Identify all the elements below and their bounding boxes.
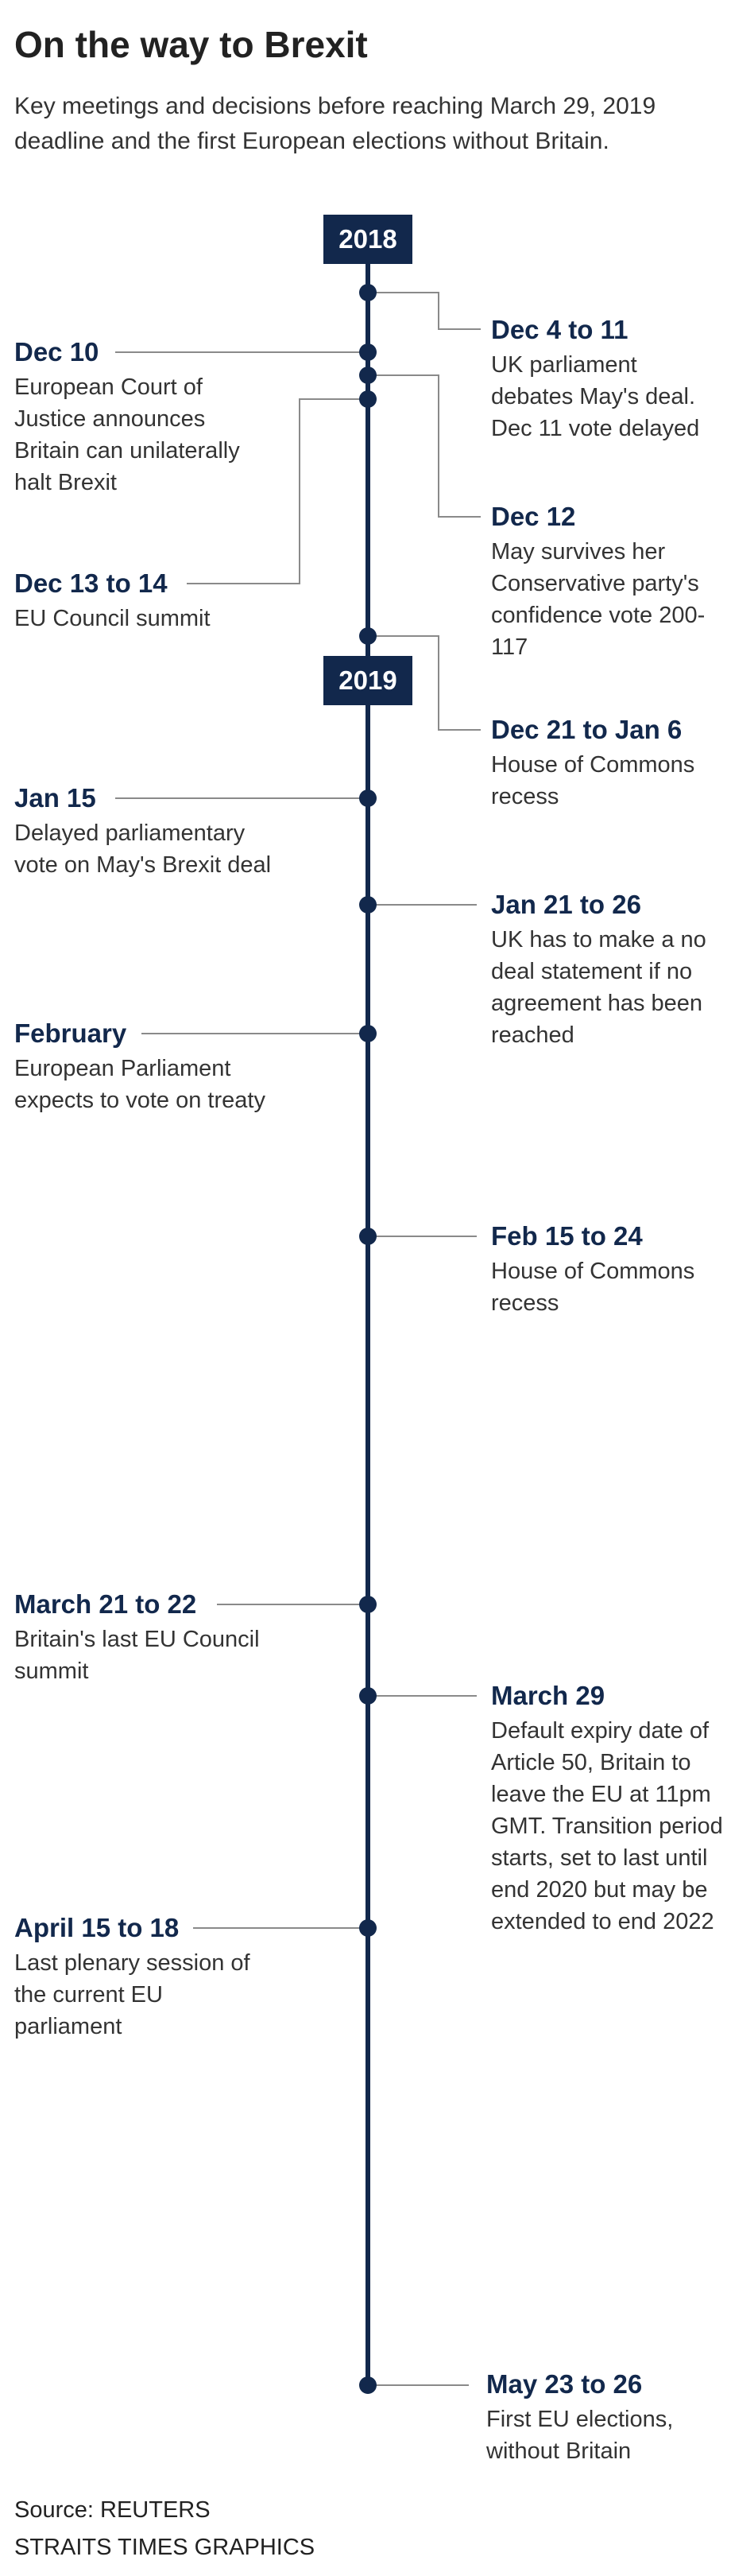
timeline-dot	[359, 1596, 377, 1613]
connector-line	[368, 375, 481, 517]
event-description: European Court of Justice announces Britain can unilaterally halt Brexit	[14, 374, 240, 495]
event-description: House of Commons recess	[491, 752, 695, 809]
year-marker-2018: 2018	[323, 215, 412, 264]
connector-line	[368, 293, 481, 329]
event-description: EU Council summit	[14, 606, 211, 631]
event-description: Britain's last EU Council summit	[14, 1627, 260, 1684]
event-february	[14, 1016, 277, 1116]
timeline-dot	[359, 1919, 377, 1937]
event-march-29	[491, 1678, 726, 1938]
event-date: Dec 4 to 11	[491, 315, 629, 344]
event-description: UK parliament debates May's deal. Dec 11 vote delayed	[491, 352, 700, 441]
year-marker-2019: 2019	[323, 656, 412, 705]
event-date: Dec 12	[491, 502, 576, 531]
event-dec-12	[491, 499, 721, 663]
event-march-21-to-22	[14, 1587, 277, 1687]
event-jan-21-to-26	[491, 887, 721, 1051]
event-date: February	[14, 1018, 127, 1048]
timeline-dot	[359, 896, 377, 914]
timeline-dot	[359, 343, 377, 361]
event-date: Feb 15 to 24	[491, 1221, 643, 1251]
event-description: UK has to make a no deal statement if no agreement has been reached	[491, 927, 706, 1048]
event-date: March 29	[491, 1681, 605, 1710]
event-description: European Parliament expects to vote on treaty	[14, 1056, 265, 1113]
event-description: Default expiry date of Article 50, Britain to leave the EU at 11pm GMT. Transition period starts, set to last until end 2020 but may be extended to end 2022	[491, 1718, 723, 1934]
event-description: May survives her Conservative party's confidence vote 200-117	[491, 539, 706, 660]
timeline-dot	[359, 367, 377, 384]
timeline-dot	[359, 789, 377, 807]
event-dec-21-to-jan-6	[491, 712, 721, 813]
event-date: March 21 to 22	[14, 1589, 197, 1619]
event-date: May 23 to 26	[486, 2369, 643, 2399]
event-date: Dec 13 to 14	[14, 568, 168, 598]
event-jan-15	[14, 781, 277, 881]
timeline-dot	[359, 2376, 377, 2394]
event-date: Dec 10	[14, 337, 99, 367]
event-dec-13-to-14	[14, 566, 277, 634]
event-description: House of Commons recess	[491, 1259, 695, 1316]
event-description: Delayed parliamentary vote on May's Brexit deal	[14, 821, 272, 878]
event-april-15-to-18	[14, 1911, 277, 2043]
timeline-dot	[359, 627, 377, 645]
page-subtitle: Key meetings and decisions before reaching March 29, 2019 deadline and the first European elections without Britain.	[14, 93, 656, 154]
event-date: Jan 21 to 26	[491, 890, 641, 919]
page-title: On the way to Brexit	[14, 24, 368, 65]
publisher-credit: STRAITS TIMES GRAPHICS	[14, 2535, 315, 2560]
source-credit: Source: REUTERS	[14, 2497, 211, 2523]
event-date: Dec 21 to Jan 6	[491, 715, 683, 744]
timeline-dot	[359, 1687, 377, 1705]
timeline-dot	[359, 390, 377, 408]
timeline-dot	[359, 1228, 377, 1245]
event-description: Last plenary session of the current EU parliament	[14, 1950, 250, 2039]
event-description: First EU elections, without Britain	[486, 2407, 674, 2464]
timeline-dot	[359, 1025, 377, 1042]
event-date: Jan 15	[14, 783, 96, 813]
event-date: April 15 to 18	[14, 1913, 180, 1942]
event-dec-4-to-11	[491, 312, 721, 444]
event-feb-15-to-24	[491, 1219, 721, 1319]
timeline-dot	[359, 284, 377, 301]
event-may-23-to-26	[486, 2367, 721, 2467]
event-dec-10	[14, 335, 277, 499]
